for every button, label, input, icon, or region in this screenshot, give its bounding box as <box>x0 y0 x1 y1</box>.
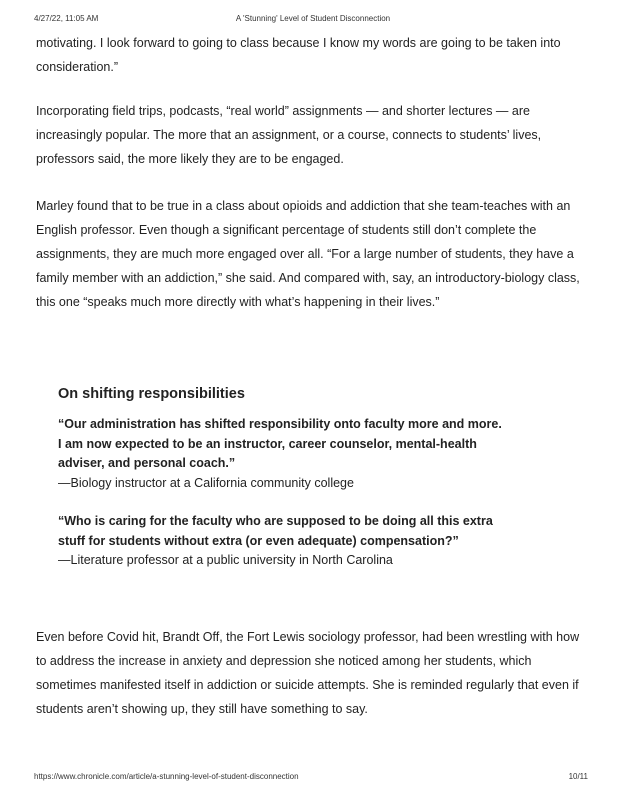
source-url: https://www.chronicle.com/article/a-stunning-level-of-student-disconnection <box>34 772 299 781</box>
quote-line: “Our administration has shifted responsibility onto faculty more and more. <box>58 417 502 431</box>
paragraph: Incorporating field trips, podcasts, “real world” assignments — and shorter lectures — are increasingly popular. The more that an assignment, or a course, connects to students’ lives, professors said, the more likely they are to be engaged. <box>36 104 542 166</box>
callout-box <box>58 386 558 590</box>
quote-line: I am now expected to be an instructor, career counselor, mental-health <box>58 436 477 451</box>
quote-attribution: —Biology instructor at a California community college <box>58 475 354 490</box>
quote-block <box>58 415 558 493</box>
quote-line: adviser, and personal coach.” <box>58 456 236 470</box>
page-number: 10/11 <box>568 772 588 781</box>
quote-line: stuff for students without extra (or even adequate) compensation?” <box>58 533 459 548</box>
document-title: A 'Stunning' Level of Student Disconnection <box>235 14 391 23</box>
paragraph: motivating. I look forward to going to class because I know my words are going to be taken into consideration.” <box>36 36 561 74</box>
paragraph: Even before Covid hit, Brandt Off, the Fort Lewis sociology professor, had been wrestling with how to address the increase in anxiety and depression she noticed among her students, which sometimes manifested itself in addiction or suicide attempts. She is reminded regularly that even if students aren’t showing up, they still have something to say. <box>36 630 580 716</box>
quote-attribution: —Literature professor at a public university in North Carolina <box>58 553 393 567</box>
print-header <box>34 14 588 26</box>
quote-line: “Who is caring for the faculty who are supposed to be doing all this extra <box>58 514 493 528</box>
callout-heading: On shifting responsibilities <box>58 386 245 402</box>
print-datetime: 4/27/22, 11:05 AM <box>34 14 99 23</box>
print-footer <box>34 772 588 784</box>
paragraph: Marley found that to be true in a class about opioids and addiction that she team-teaches with an English professor. Even though a significant percentage of students still don’t complete the assignments, they are much more engaged over all. “For a large number of students, they have a family member with an addiction,” she said. And compared with, say, an introductory-biology class, this one “speaks much more directly with what’s happening in their lives.” <box>36 199 580 309</box>
quote-block <box>58 512 558 571</box>
